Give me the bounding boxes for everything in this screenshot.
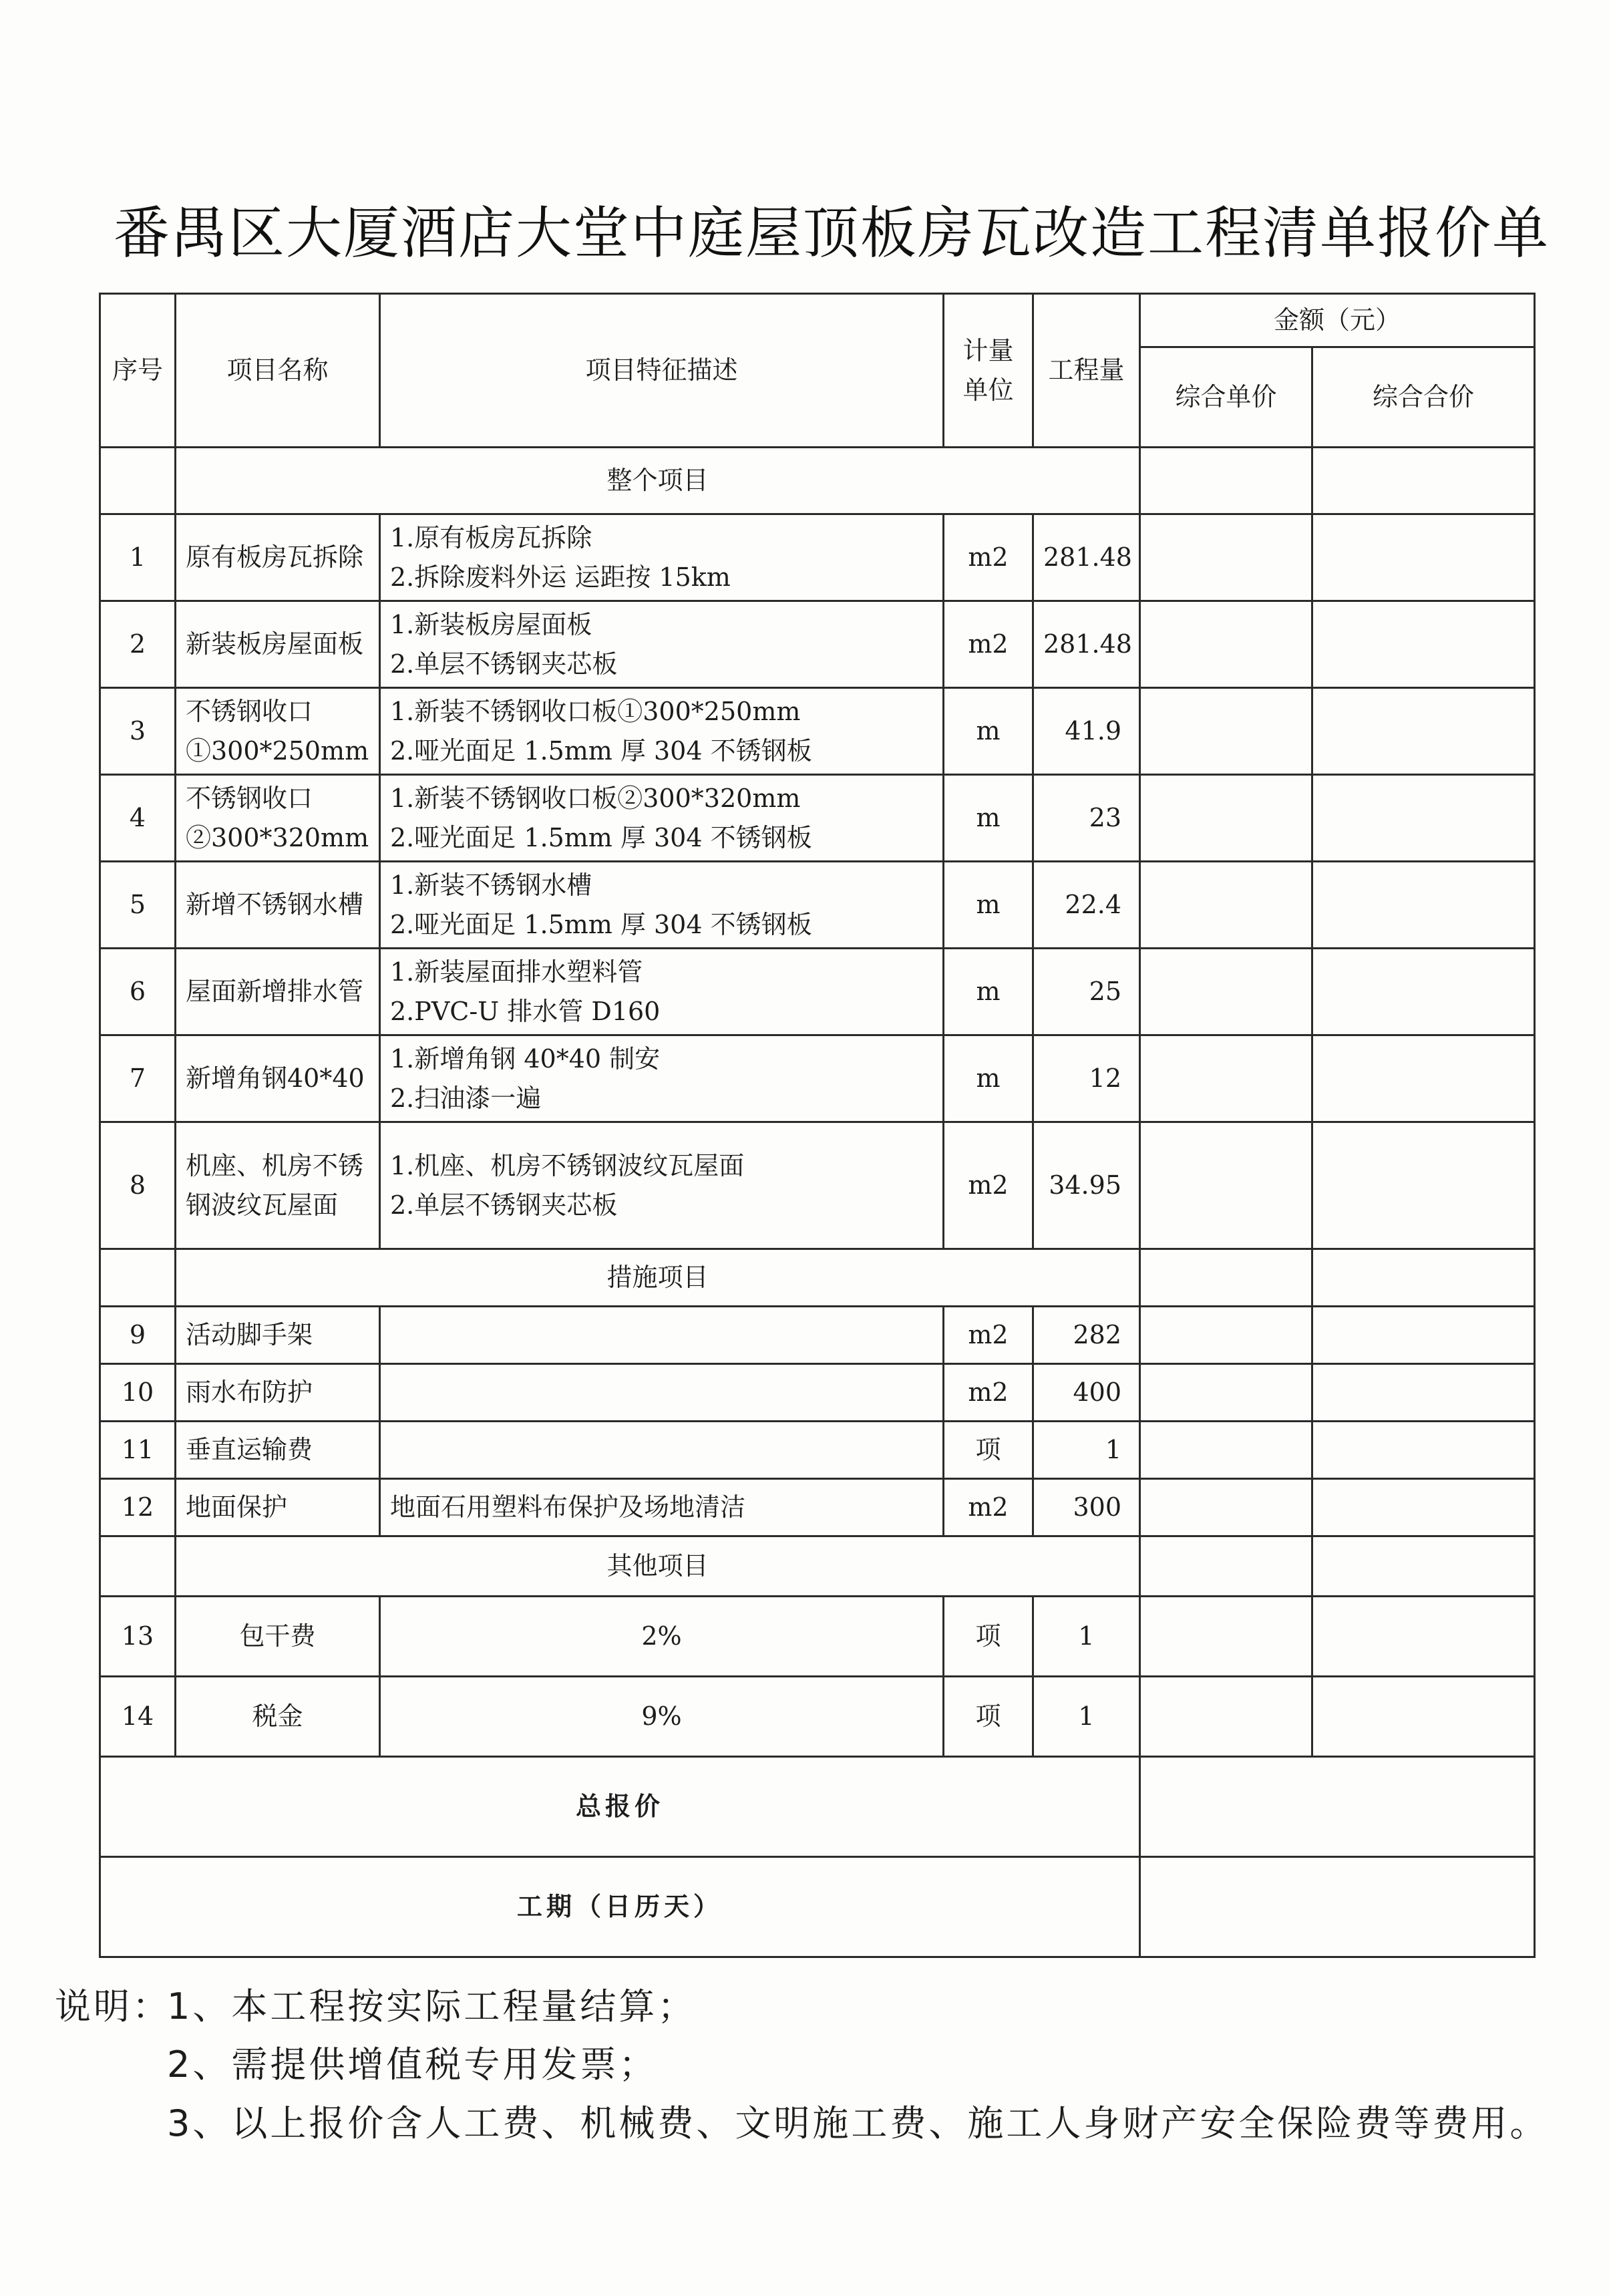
row-desc: [380, 862, 944, 949]
row-seq: 4: [100, 775, 176, 862]
row-desc-line: 1.机座、机房不锈钢波纹瓦屋面: [390, 1150, 745, 1180]
header-unit-price: 综合单价: [1140, 347, 1312, 448]
table-row: [100, 862, 1535, 949]
row-seq: 14: [100, 1677, 176, 1757]
row-total-price: [1312, 775, 1535, 862]
section-measures: 措施项目: [176, 1249, 1140, 1307]
row-unit-price: [1140, 1677, 1312, 1757]
row-name: 税金: [176, 1677, 380, 1757]
other-rows: [100, 1597, 1535, 1757]
row-desc-line: 2.哑光面足 1.5mm 厚 304 不锈钢板: [390, 822, 812, 852]
row-desc: 地面石用塑料布保护及场地清洁: [380, 1479, 944, 1536]
notes-label: 说明：: [55, 1985, 171, 2027]
row-seq: 7: [100, 1035, 176, 1122]
row-total-price: [1312, 1122, 1535, 1249]
row-total-price: [1312, 514, 1535, 601]
total-label: 总报价: [100, 1757, 1140, 1857]
row-qty: 23: [1033, 775, 1140, 862]
row-desc-line: 1.新装不锈钢收口板②300*320mm: [390, 783, 801, 813]
row-qty: 281.48: [1033, 514, 1140, 601]
table-row: [100, 1597, 1535, 1677]
row-desc: [380, 1307, 944, 1364]
row-seq: 13: [100, 1597, 176, 1677]
row-unit: m: [944, 949, 1033, 1035]
table-row: [100, 1479, 1535, 1536]
row-total-price: [1312, 601, 1535, 688]
row-unit-price: [1140, 1422, 1312, 1479]
row-unit: 项: [944, 1422, 1033, 1479]
row-desc: 9%: [380, 1677, 944, 1757]
table-row: [100, 1422, 1535, 1479]
row-qty: 22.4: [1033, 862, 1140, 949]
row-name: 不锈钢收口②300*320mm: [176, 775, 380, 862]
row-qty: 300: [1033, 1479, 1140, 1536]
row-desc: [380, 1422, 944, 1479]
row-unit-price: [1140, 1364, 1312, 1422]
row-unit-price: [1140, 1479, 1312, 1536]
header-seq: 序号: [100, 294, 176, 448]
row-total-price: [1312, 1677, 1535, 1757]
row-unit: m2: [944, 1479, 1033, 1536]
period-row: [100, 1857, 1535, 1957]
row-desc: [380, 1035, 944, 1122]
row-name: 屋面新增排水管: [176, 949, 380, 1035]
row-desc-line: 2.PVC-U 排水管 D160: [390, 996, 661, 1026]
row-seq: 9: [100, 1307, 176, 1364]
section-row: [100, 1249, 1535, 1307]
note-item: 1、本工程按实际工程量结算；: [167, 1985, 697, 2027]
row-seq: 6: [100, 949, 176, 1035]
row-unit: m2: [944, 1122, 1033, 1249]
section-whole: 整个项目: [176, 448, 1140, 514]
period-label: 工期（日历天）: [100, 1857, 1140, 1957]
row-qty: 1: [1033, 1597, 1140, 1677]
row-total-price: [1312, 1597, 1535, 1677]
header-qty: 工程量: [1033, 294, 1140, 448]
row-desc-line: 1.原有板房瓦拆除: [390, 522, 592, 552]
table-row: [100, 1677, 1535, 1757]
quotation-table: [99, 293, 1536, 1958]
row-desc-line: 1.新装不锈钢水槽: [390, 870, 592, 900]
row-desc: [380, 775, 944, 862]
row-unit: m2: [944, 514, 1033, 601]
row-qty: 41.9: [1033, 688, 1140, 775]
row-name: 不锈钢收口①300*250mm: [176, 688, 380, 775]
row-unit: 项: [944, 1677, 1033, 1757]
row-desc-line: 2.哑光面足 1.5mm 厚 304 不锈钢板: [390, 735, 812, 766]
row-name: 新增不锈钢水槽: [176, 862, 380, 949]
row-unit-price: [1140, 1122, 1312, 1249]
note-item: 3、以上报价含人工费、机械费、文明施工费、施工人身财产安全保险费等费用。: [167, 2102, 1549, 2144]
row-unit-price: [1140, 862, 1312, 949]
row-qty: 1: [1033, 1422, 1140, 1479]
section-row: [100, 448, 1535, 514]
row-desc: [380, 601, 944, 688]
row-name: 雨水布防护: [176, 1364, 380, 1422]
row-total-price: [1312, 1364, 1535, 1422]
row-unit-price: [1140, 601, 1312, 688]
row-qty: 400: [1033, 1364, 1140, 1422]
row-seq: 12: [100, 1479, 176, 1536]
row-desc-line: 2.扫油漆一遍: [390, 1083, 542, 1113]
row-unit: 项: [944, 1597, 1033, 1677]
row-unit: m: [944, 775, 1033, 862]
row-desc: [380, 1364, 944, 1422]
row-name: 垂直运输费: [176, 1422, 380, 1479]
row-seq: 3: [100, 688, 176, 775]
row-desc-line: 2.哑光面足 1.5mm 厚 304 不锈钢板: [390, 909, 812, 939]
row-desc-line: 1.新装屋面排水塑料管: [390, 957, 643, 987]
row-unit: m2: [944, 601, 1033, 688]
row-qty: 282: [1033, 1307, 1140, 1364]
row-desc: [380, 514, 944, 601]
document-title: 番禺区大厦酒店大堂中庭屋顶板房瓦改造工程清单报价单: [114, 200, 1550, 266]
row-unit-price: [1140, 775, 1312, 862]
row-desc-line: 2.拆除废料外运 运距按 15km: [390, 562, 731, 592]
row-seq: 11: [100, 1422, 176, 1479]
total-value: [1140, 1757, 1535, 1857]
section-other: 其他项目: [176, 1536, 1140, 1597]
row-unit-price: [1140, 949, 1312, 1035]
row-seq: 8: [100, 1122, 176, 1249]
total-row: [100, 1757, 1535, 1857]
row-total-price: [1312, 688, 1535, 775]
notes: [55, 1977, 1591, 2152]
row-desc-line: 1.新装板房屋面板: [390, 609, 592, 639]
row-qty: 281.48: [1033, 601, 1140, 688]
row-qty: 25: [1033, 949, 1140, 1035]
row-name: 地面保护: [176, 1479, 380, 1536]
row-unit-price: [1140, 514, 1312, 601]
row-name: 新增角钢40*40: [176, 1035, 380, 1122]
measure-rows: [100, 1307, 1535, 1536]
row-name: 包干费: [176, 1597, 380, 1677]
row-unit: m2: [944, 1364, 1033, 1422]
row-desc: 2%: [380, 1597, 944, 1677]
row-desc-line: 2.单层不锈钢夹芯板: [390, 1190, 618, 1220]
row-qty: 1: [1033, 1677, 1140, 1757]
row-unit: m: [944, 688, 1033, 775]
row-desc-line: 1.新增角钢 40*40 制安: [390, 1043, 661, 1074]
row-total-price: [1312, 1479, 1535, 1536]
row-name: 原有板房瓦拆除: [176, 514, 380, 601]
row-total-price: [1312, 949, 1535, 1035]
note-item: 2、需提供增值税专用发票；: [167, 2043, 658, 2086]
row-desc-line: 1.新装不锈钢收口板①300*250mm: [390, 696, 801, 726]
row-total-price: [1312, 862, 1535, 949]
row-desc-line: 2.单层不锈钢夹芯板: [390, 649, 618, 679]
row-name: 活动脚手架: [176, 1307, 380, 1364]
table-row: [100, 1035, 1535, 1122]
table-row: [100, 1307, 1535, 1364]
header-row: [100, 294, 1535, 347]
row-seq: 5: [100, 862, 176, 949]
row-desc: [380, 949, 944, 1035]
period-value: [1140, 1857, 1535, 1957]
table-row: [100, 688, 1535, 775]
row-unit-price: [1140, 1307, 1312, 1364]
row-name: 新装板房屋面板: [176, 601, 380, 688]
table-row: [100, 775, 1535, 862]
header-unit: 计量单位: [944, 294, 1033, 448]
row-qty: 34.95: [1033, 1122, 1140, 1249]
table-row: [100, 949, 1535, 1035]
row-qty: 12: [1033, 1035, 1140, 1122]
header-amount: 金额（元）: [1140, 294, 1535, 347]
table-row: [100, 514, 1535, 601]
row-unit-price: [1140, 688, 1312, 775]
row-unit: m: [944, 862, 1033, 949]
header-desc: 项目特征描述: [380, 294, 944, 448]
main-rows: [100, 514, 1535, 1249]
row-total-price: [1312, 1422, 1535, 1479]
row-unit-price: [1140, 1597, 1312, 1677]
header-total-price: 综合合价: [1312, 347, 1535, 448]
header-name: 项目名称: [176, 294, 380, 448]
row-total-price: [1312, 1307, 1535, 1364]
table-row: [100, 1122, 1535, 1249]
row-unit-price: [1140, 1035, 1312, 1122]
row-seq: 2: [100, 601, 176, 688]
row-name: 机座、机房不锈钢波纹瓦屋面: [176, 1122, 380, 1249]
row-desc: [380, 688, 944, 775]
table-row: [100, 1364, 1535, 1422]
row-total-price: [1312, 1035, 1535, 1122]
table-row: [100, 601, 1535, 688]
row-desc: [380, 1122, 944, 1249]
row-unit: m: [944, 1035, 1033, 1122]
section-row: [100, 1536, 1535, 1597]
row-unit: m2: [944, 1307, 1033, 1364]
row-seq: 10: [100, 1364, 176, 1422]
row-seq: 1: [100, 514, 176, 601]
